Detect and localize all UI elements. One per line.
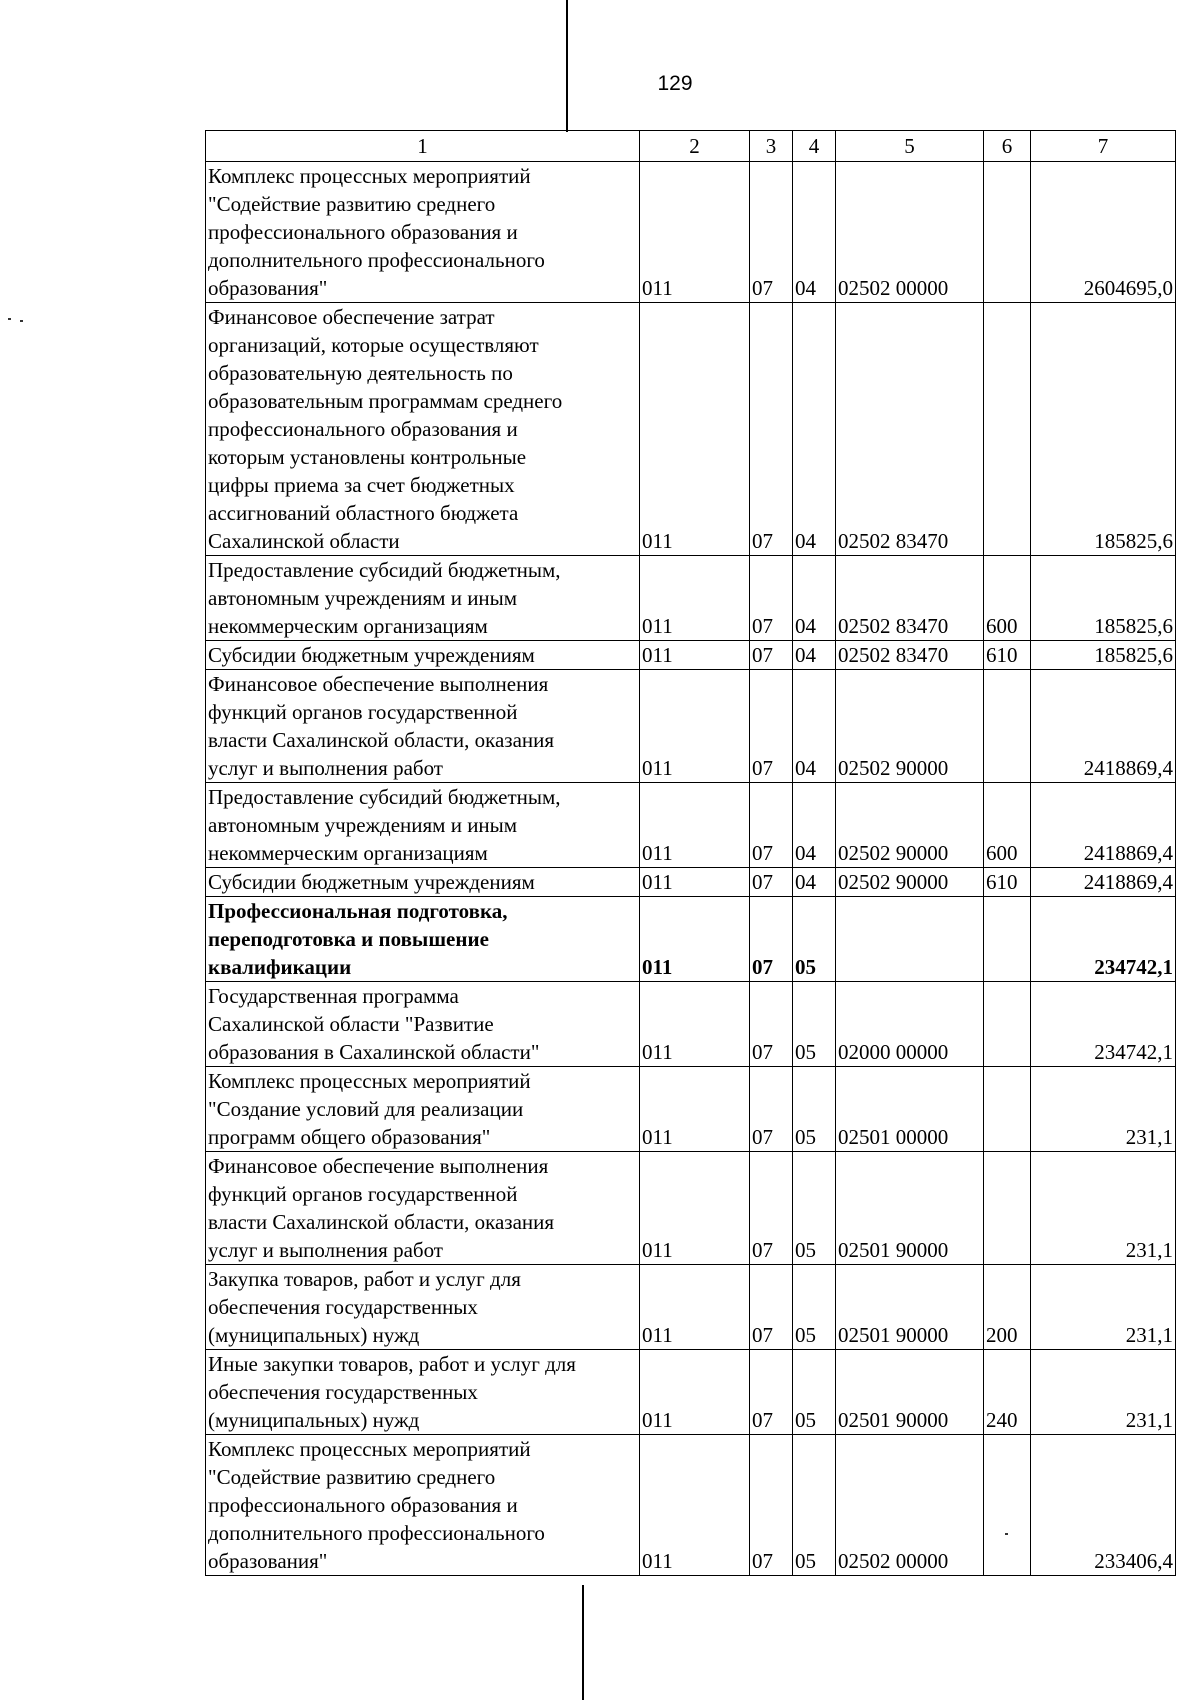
row-name-cell: Комплекс процессных мероприятий "Содействие развитию среднего профессионального образования и дополнительного профессионального образования" [206, 162, 640, 303]
row-name-cell: Государственная программа Сахалинской области "Развитие образования в Сахалинской области" [206, 982, 640, 1067]
row-target-article: 02501 90000 [836, 1350, 984, 1435]
table-row [206, 783, 1176, 868]
row-target-article: 02502 90000 [836, 670, 984, 783]
row-expense-type [984, 897, 1031, 982]
row-ministry-code: 011 [640, 1067, 750, 1152]
row-ministry-code: 011 [640, 783, 750, 868]
row-section-code: 07 [750, 1265, 793, 1350]
row-name-cell: Профессиональная подготовка, переподготовка и повышение квалификации [206, 897, 640, 982]
table-row [206, 1265, 1176, 1350]
row-target-article: 02501 00000 [836, 1067, 984, 1152]
table-row [206, 1067, 1176, 1152]
table-row [206, 556, 1176, 641]
budget-table [205, 130, 1176, 1576]
row-target-article: 02502 83470 [836, 303, 984, 556]
row-target-article: 02502 00000 [836, 1435, 984, 1576]
row-ministry-code: 011 [640, 1265, 750, 1350]
row-expense-type: 200 [984, 1265, 1031, 1350]
row-amount: 185825,6 [1031, 556, 1176, 641]
row-expense-type [984, 1067, 1031, 1152]
row-subsection-code: 04 [793, 868, 836, 897]
scan-artifact-line [582, 1585, 584, 1700]
row-amount: 231,1 [1031, 1350, 1176, 1435]
row-expense-type: 240 [984, 1350, 1031, 1435]
table-row [206, 897, 1176, 982]
row-expense-type [984, 1152, 1031, 1265]
row-amount: 231,1 [1031, 1067, 1176, 1152]
row-name-cell: Предоставление субсидий бюджетным, автономным учреждениям и иным некоммерческим организациям [206, 783, 640, 868]
row-target-article [836, 897, 984, 982]
row-ministry-code: 011 [640, 1152, 750, 1265]
row-name-cell: Финансовое обеспечение затрат организаций, которые осуществляют образовательную деятельность по образовательным программам среднего профессионального образования и которым установлены контрольные цифры приема за счет бюджетных ассигнований областного бюджета Сахалинской области [206, 303, 640, 556]
row-name-cell: Иные закупки товаров, работ и услуг для обеспечения государственных (муниципальных) нужд [206, 1350, 640, 1435]
row-section-code: 07 [750, 1435, 793, 1576]
row-name-cell: Комплекс процессных мероприятий "Создание условий для реализации программ общего образования" [206, 1067, 640, 1152]
row-name-cell: Финансовое обеспечение выполнения функций органов государственной власти Сахалинской области, оказания услуг и выполнения работ [206, 1152, 640, 1265]
row-amount: 2418869,4 [1031, 783, 1176, 868]
row-amount: 2604695,0 [1031, 162, 1176, 303]
page-number: 129 [657, 72, 693, 95]
header-col-4: 4 [793, 131, 836, 162]
row-target-article: 02000 00000 [836, 982, 984, 1067]
row-section-code: 07 [750, 303, 793, 556]
row-subsection-code: 04 [793, 783, 836, 868]
row-amount: 234742,1 [1031, 982, 1176, 1067]
row-name-cell: Финансовое обеспечение выполнения функций органов государственной власти Сахалинской области, оказания услуг и выполнения работ [206, 670, 640, 783]
row-section-code: 07 [750, 783, 793, 868]
row-ministry-code: 011 [640, 897, 750, 982]
row-subsection-code: 04 [793, 641, 836, 670]
row-subsection-code: 05 [793, 897, 836, 982]
row-expense-type: 600 [984, 556, 1031, 641]
row-expense-type [984, 982, 1031, 1067]
table-row [206, 670, 1176, 783]
table-row [206, 1435, 1176, 1576]
row-ministry-code: 011 [640, 868, 750, 897]
row-ministry-code: 011 [640, 162, 750, 303]
row-section-code: 07 [750, 897, 793, 982]
row-name-cell: Предоставление субсидий бюджетным, автономным учреждениям и иным некоммерческим организациям [206, 556, 640, 641]
row-subsection-code: 05 [793, 1067, 836, 1152]
row-target-article: 02502 00000 [836, 162, 984, 303]
row-subsection-code: 05 [793, 1265, 836, 1350]
row-amount: 2418869,4 [1031, 670, 1176, 783]
row-ministry-code: 011 [640, 670, 750, 783]
row-expense-type [984, 1435, 1031, 1576]
header-col-2: 2 [640, 131, 750, 162]
row-amount: 231,1 [1031, 1152, 1176, 1265]
table-row [206, 868, 1176, 897]
row-amount: 233406,4 [1031, 1435, 1176, 1576]
row-name-cell: Закупка товаров, работ и услуг для обеспечения государственных (муниципальных) нужд [206, 1265, 640, 1350]
table-row [206, 982, 1176, 1067]
header-col-5: 5 [836, 131, 984, 162]
row-subsection-code: 05 [793, 1350, 836, 1435]
table-row [206, 303, 1176, 556]
table-row [206, 1350, 1176, 1435]
scan-artifact-line [566, 0, 568, 132]
row-ministry-code: 011 [640, 303, 750, 556]
row-expense-type: 610 [984, 868, 1031, 897]
row-expense-type [984, 303, 1031, 556]
table-row [206, 162, 1176, 303]
row-amount: 234742,1 [1031, 897, 1176, 982]
row-section-code: 07 [750, 556, 793, 641]
header-col-6: 6 [984, 131, 1031, 162]
row-target-article: 02501 90000 [836, 1265, 984, 1350]
table-header-row [206, 131, 1176, 162]
row-amount: 185825,6 [1031, 303, 1176, 556]
row-subsection-code: 04 [793, 303, 836, 556]
header-col-3: 3 [750, 131, 793, 162]
row-ministry-code: 011 [640, 982, 750, 1067]
row-target-article: 02502 90000 [836, 868, 984, 897]
row-section-code: 07 [750, 670, 793, 783]
row-target-article: 02502 83470 [836, 641, 984, 670]
row-subsection-code: 04 [793, 670, 836, 783]
row-expense-type [984, 162, 1031, 303]
row-section-code: 07 [750, 1152, 793, 1265]
scan-speck [20, 320, 23, 322]
header-col-7: 7 [1031, 131, 1176, 162]
row-section-code: 07 [750, 162, 793, 303]
row-ministry-code: 011 [640, 641, 750, 670]
row-name-cell: Комплекс процессных мероприятий "Содействие развитию среднего профессионального образования и дополнительного профессионального образования" [206, 1435, 640, 1576]
row-subsection-code: 05 [793, 1152, 836, 1265]
row-ministry-code: 011 [640, 1350, 750, 1435]
row-amount: 2418869,4 [1031, 868, 1176, 897]
row-section-code: 07 [750, 1067, 793, 1152]
table-row [206, 641, 1176, 670]
table-body [206, 162, 1176, 1576]
row-section-code: 07 [750, 641, 793, 670]
row-ministry-code: 011 [640, 1435, 750, 1576]
row-name-cell: Субсидии бюджетным учреждениям [206, 868, 640, 897]
row-target-article: 02502 83470 [836, 556, 984, 641]
row-expense-type [984, 670, 1031, 783]
header-col-1: 1 [206, 131, 640, 162]
row-subsection-code: 05 [793, 982, 836, 1067]
row-section-code: 07 [750, 1350, 793, 1435]
row-amount: 231,1 [1031, 1265, 1176, 1350]
row-section-code: 07 [750, 982, 793, 1067]
row-amount: 185825,6 [1031, 641, 1176, 670]
row-subsection-code: 04 [793, 556, 836, 641]
row-target-article: 02502 90000 [836, 783, 984, 868]
row-expense-type: 600 [984, 783, 1031, 868]
row-section-code: 07 [750, 868, 793, 897]
row-expense-type: 610 [984, 641, 1031, 670]
row-subsection-code: 04 [793, 162, 836, 303]
table-row [206, 1152, 1176, 1265]
row-name-cell: Субсидии бюджетным учреждениям [206, 641, 640, 670]
scan-speck [8, 318, 11, 320]
row-subsection-code: 05 [793, 1435, 836, 1576]
row-ministry-code: 011 [640, 556, 750, 641]
row-target-article: 02501 90000 [836, 1152, 984, 1265]
